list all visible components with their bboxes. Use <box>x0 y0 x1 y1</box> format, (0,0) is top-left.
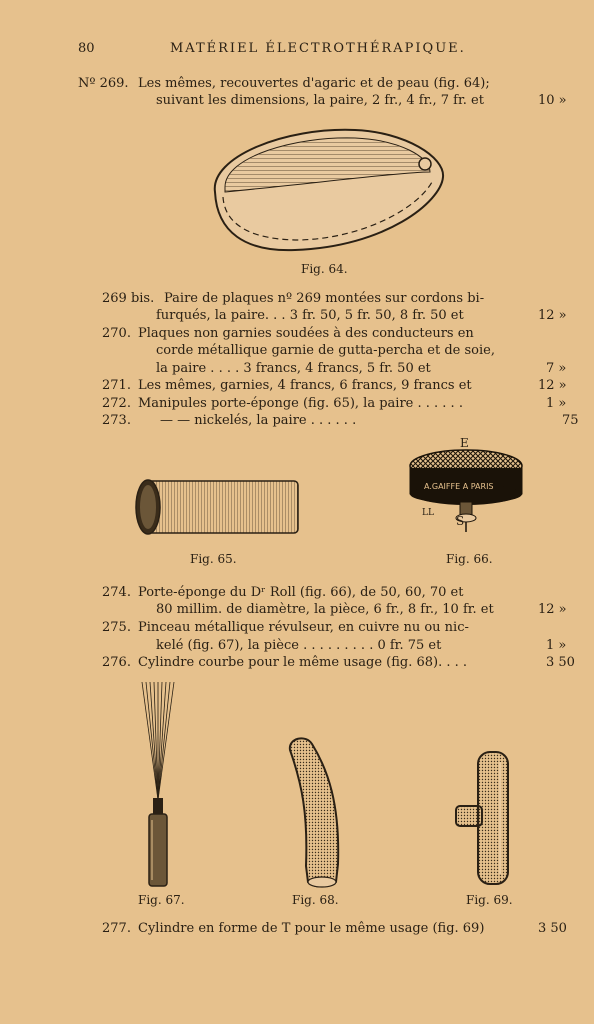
entry-price: 12 » <box>538 602 567 617</box>
entry-number: 269 bis. <box>102 291 155 306</box>
entry-line: Cylindre en forme de T pour le même usage (fig. 69) <box>138 921 485 936</box>
entry-price: 3 50 <box>538 921 567 936</box>
entry-line: furqués, la paire. . . 3 fr. 50, 5 fr. 50, 8 fr. 50 et <box>156 308 464 323</box>
entry-line: kelé (fig. 67), la pièce . . . . . . . . . 0 fr. 75 et <box>156 638 442 653</box>
fig68-caption: Fig. 68. <box>292 893 339 907</box>
entry-price: 12 » <box>538 378 567 393</box>
entry-line: Les mêmes, recouvertes d'agaric et de peau (fig. 64); <box>138 76 490 91</box>
fig66-sponge-holder-illustration <box>408 446 526 536</box>
entry-line: Les mêmes, garnies, 4 francs, 6 francs, 9 francs et <box>138 378 472 393</box>
fig65-cylinder-illustration <box>132 475 304 541</box>
fig69-t-cylinder-illustration <box>454 748 514 888</box>
entry-line: suivant les dimensions, la paire, 2 fr., 4 fr., 7 fr. et <box>156 93 484 108</box>
entry-line: — — nickelés, la paire . . . . . . <box>160 413 357 428</box>
entry-number: 271. <box>102 378 131 393</box>
fig69-caption: Fig. 69. <box>466 893 513 907</box>
entry-price: 3 50 <box>546 655 575 670</box>
entry-price: 75 <box>562 413 579 428</box>
entry-line: Porte-éponge du Dʳ Roll (fig. 66), de 50, 60, 70 et <box>138 585 464 600</box>
entry-line: la paire . . . . 3 francs, 4 francs, 5 fr. 50 et <box>156 361 431 376</box>
entry-number: Nº 269. <box>78 76 129 91</box>
fig68-curved-cylinder-illustration <box>284 734 346 890</box>
fig67-brush-illustration <box>138 680 178 890</box>
entry-price: 10 » <box>538 93 567 108</box>
fig66-label-s: S <box>456 514 465 528</box>
fig66-label-e: E <box>460 436 469 450</box>
fig66-stamp: A.GAIFFE A PARIS <box>424 482 494 491</box>
entry-number: 276. <box>102 655 131 670</box>
entry-number: 273. <box>102 413 131 428</box>
page-title: MATÉRIEL ÉLECTROTHÉRAPIQUE. <box>170 41 466 56</box>
entry-number: 272. <box>102 396 131 411</box>
entry-price: 1 » <box>546 638 567 653</box>
entry-number: 270. <box>102 326 131 341</box>
fig65-caption: Fig. 65. <box>190 552 237 566</box>
page-number: 80 <box>78 41 95 56</box>
entry-number: 277. <box>102 921 131 936</box>
entry-number: 274. <box>102 585 131 600</box>
fig64-plate-illustration <box>205 122 450 257</box>
fig67-caption: Fig. 67. <box>138 893 185 907</box>
fig66-caption: Fig. 66. <box>446 552 493 566</box>
entry-price: 1 » <box>546 396 567 411</box>
entry-line: Manipules porte-éponge (fig. 65), la paire . . . . . . <box>138 396 463 411</box>
entry-number: 275. <box>102 620 131 635</box>
entry-line: Cylindre courbe pour le même usage (fig. 68). . . . <box>138 655 468 670</box>
entry-price: 7 » <box>546 361 567 376</box>
entry-price: 12 » <box>538 308 567 323</box>
entry-line: Pinceau métallique révulseur, en cuivre nu ou nic- <box>138 620 469 635</box>
fig66-label-tl: LL <box>422 508 434 518</box>
entry-line: Paire de plaques nº 269 montées sur cordons bi- <box>164 291 485 306</box>
entry-line: corde métallique garnie de gutta-percha et de soie, <box>156 343 495 358</box>
entry-line: Plaques non garnies soudées à des conducteurs en <box>138 326 474 341</box>
fig64-caption: Fig. 64. <box>301 262 348 276</box>
entry-line: 80 millim. de diamètre, la pièce, 6 fr., 8 fr., 10 fr. et <box>156 602 494 617</box>
